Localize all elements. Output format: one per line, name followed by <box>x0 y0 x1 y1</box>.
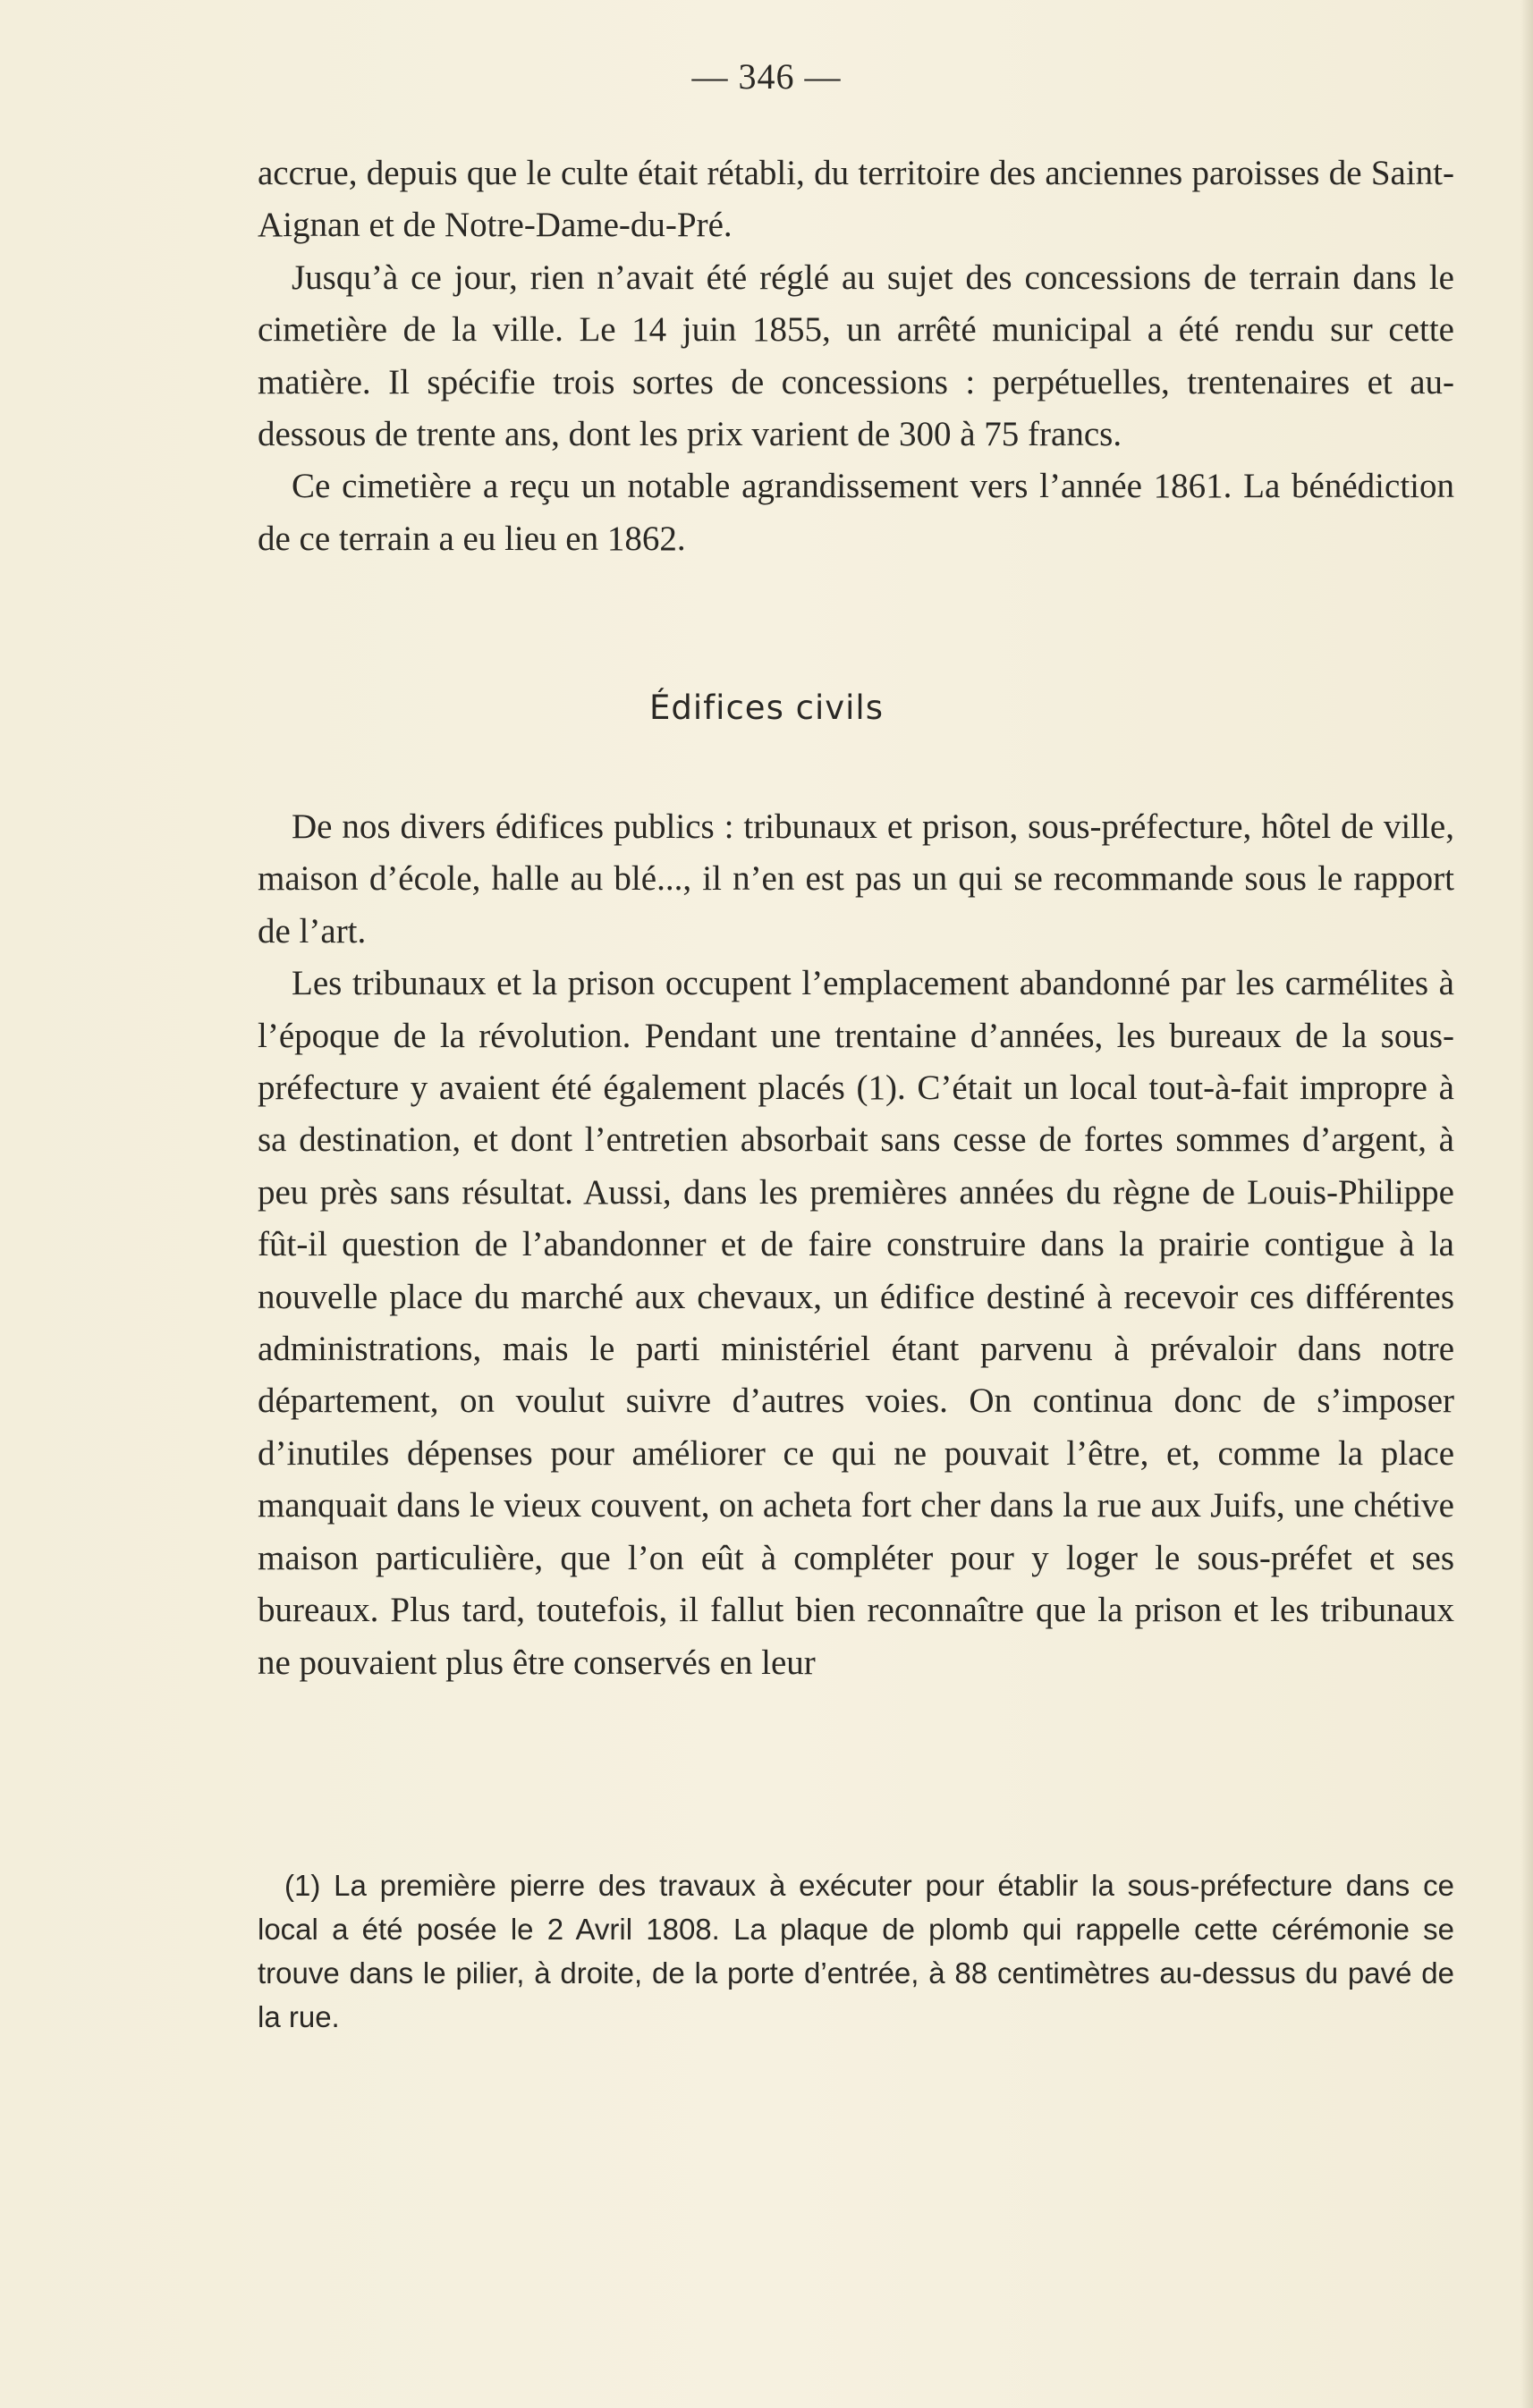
section-heading: Édifices civils <box>649 689 884 727</box>
page-number: — 346 — <box>691 56 842 97</box>
footnote-text: (1) La première pierre des travaux à exécuter pour établir la sous-préfecture dans ce local a été posée le 2 Avril 1808. La plaque de plomb qui rappelle cette cérémonie se trouve dans le pilier, à droite, de la porte d’entrée, à 88 centimètres au-dessus du pavé de la rue. <box>258 1869 1454 2033</box>
main-text-top <box>258 148 1454 565</box>
paragraph-edifices: De nos divers édifices publics : tribunaux et prison, sous-préfecture, hôtel de ville, maison d’école, halle au blé..., il n’en est pas un qui se recommande sous le rapport de l’art. <box>258 807 1454 951</box>
main-text-section <box>258 801 1454 1689</box>
paragraph-continuation: accrue, depuis que le culte était rétabli, du territoire des anciennes paroisses de Saint-Aignan et de Notre-Dame-du-Pré. <box>258 154 1454 245</box>
paragraph-concessions: Jusqu’à ce jour, rien n’avait été réglé au sujet des concessions de terrain dans le cimetière de la ville. Le 14 juin 1855, un arrêté municipal a été rendu sur cette matière. Il spécifie trois sortes de concessions : perpétuelles, trentenaires et au-dessous de trente ans, dont les prix varient de 300 à 75 francs. <box>258 258 1454 454</box>
paragraph-agrandissement: Ce cimetière a reçu un notable agrandissement vers l’année 1861. La bénédiction de ce terrain a eu lieu en 1862. <box>258 467 1454 558</box>
paragraph-tribunaux: Les tribunaux et la prison occupent l’emplacement abandonné par les carmélites à l’époque de la révolution. Pendant une trentaine d’années, les bureaux de la sous-préfecture y avaient été également placés (1). C’était un local tout-à-fait impropre à sa destination, et dont l’entretien absorbait sans cesse de fortes sommes d’argent, à peu près sans résultat. Aussi, dans les premières années du règne de Louis-Philippe fût-il question de l’abandonner et de faire construire dans la prairie contigue à la nouvelle place du marché aux chevaux, un édifice destiné à recevoir ces différentes administrations, mais le parti ministériel étant parvenu à prévaloir dans notre département, on voulut suivre d’autres voies. On continua donc de s’imposer d’inutiles dépenses pour améliorer ce qui ne pouvait l’être, et, comme la place manquait dans le vieux couvent, on acheta fort cher dans la rue aux Juifs, une chétive maison particulière, que l’on eût à compléter pour y loger le sous-préfet et ses bureaux. Plus tard, toutefois, il fallut bien reconnaître que la prison et les tribunaux ne pouvaient plus être conservés en leur <box>258 964 1454 1682</box>
footnote <box>258 1863 1454 2039</box>
page-edge-shadow <box>1520 0 1533 2408</box>
